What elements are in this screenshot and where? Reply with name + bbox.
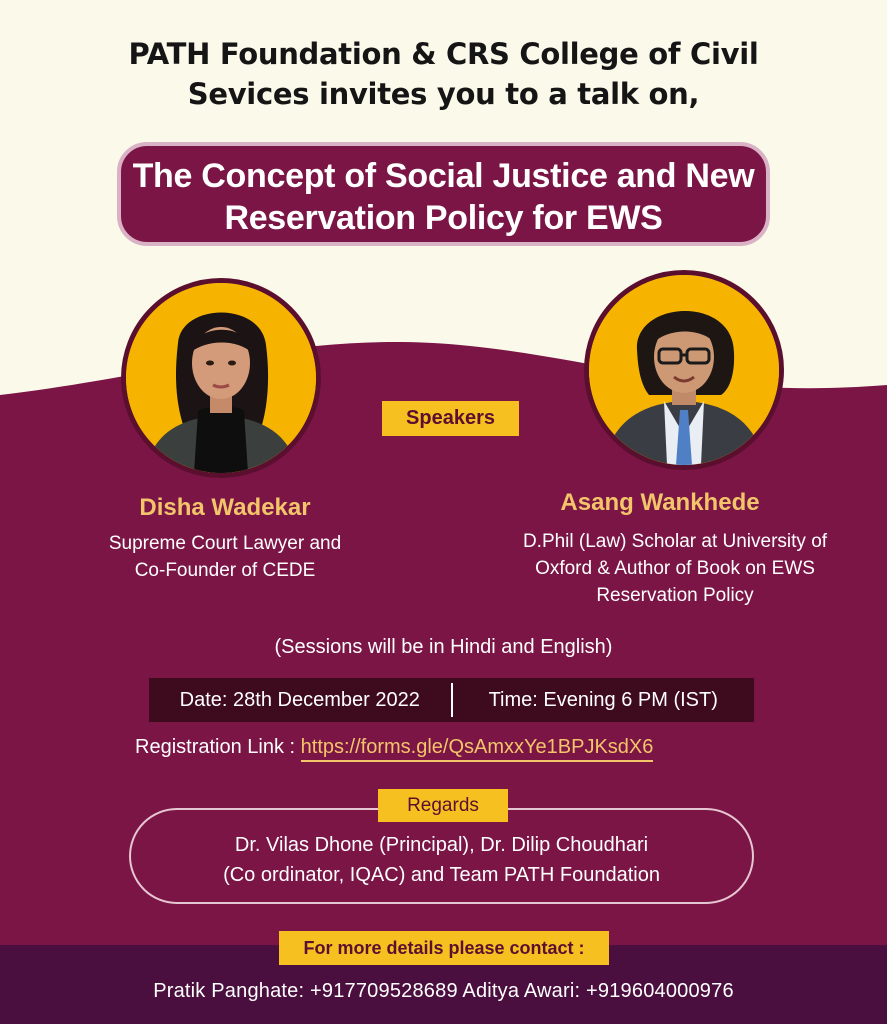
header-line-2: Sevices invites you to a talk on, — [187, 77, 700, 111]
speaker2-desc-line-1: D.Phil (Law) Scholar at University of — [522, 531, 828, 552]
speaker2-avatar — [584, 270, 784, 470]
header-line-1: PATH Foundation & CRS College of Civil — [128, 37, 759, 71]
regards-text — [129, 830, 754, 890]
speaker1-desc-line-2: Co-Founder of CEDE — [134, 560, 316, 581]
speaker2-name: Asang Wankhede — [560, 489, 760, 516]
title-line-1: The Concept of Social Justice and New — [132, 157, 755, 195]
regards-label: Regards — [378, 789, 508, 822]
speaker1-description — [55, 530, 395, 584]
contact-label: For more details please contact : — [279, 931, 609, 965]
date-time-bar — [149, 678, 754, 722]
contact-numbers: Pratik Panghate: +917709528689 Aditya Awari: +919604000976 — [153, 980, 734, 1002]
speaker1-avatar — [121, 278, 321, 478]
speaker2-description — [470, 528, 880, 609]
speaker1-name: Disha Wadekar — [139, 494, 311, 521]
event-date: Date: 28th December 2022 — [179, 689, 420, 711]
speaker1-desc-line-1: Supreme Court Lawyer and — [108, 533, 342, 554]
speaker2-desc-line-2: Oxford & Author of Book on EWS — [535, 558, 815, 579]
speaker2-desc-line-3: Reservation Policy — [596, 585, 754, 606]
registration-row — [135, 736, 653, 759]
event-time: Time: Evening 6 PM (IST) — [488, 689, 718, 711]
sessions-language-note: (Sessions will be in Hindi and English) — [274, 636, 613, 658]
talk-title-box — [117, 142, 770, 246]
invitation-header — [0, 34, 887, 114]
speakers-label: Speakers — [382, 401, 519, 436]
title-line-2: Reservation Policy for EWS — [224, 199, 663, 237]
regards-line-2: (Co ordinator, IQAC) and Team PATH Foundation — [223, 864, 660, 886]
regards-line-1: Dr. Vilas Dhone (Principal), Dr. Dilip Choudhari — [234, 834, 649, 856]
registration-label: Registration Link : — [135, 736, 296, 758]
registration-link[interactable]: https://forms.gle/QsAmxxYe1BPJKsdX6 — [301, 736, 654, 762]
